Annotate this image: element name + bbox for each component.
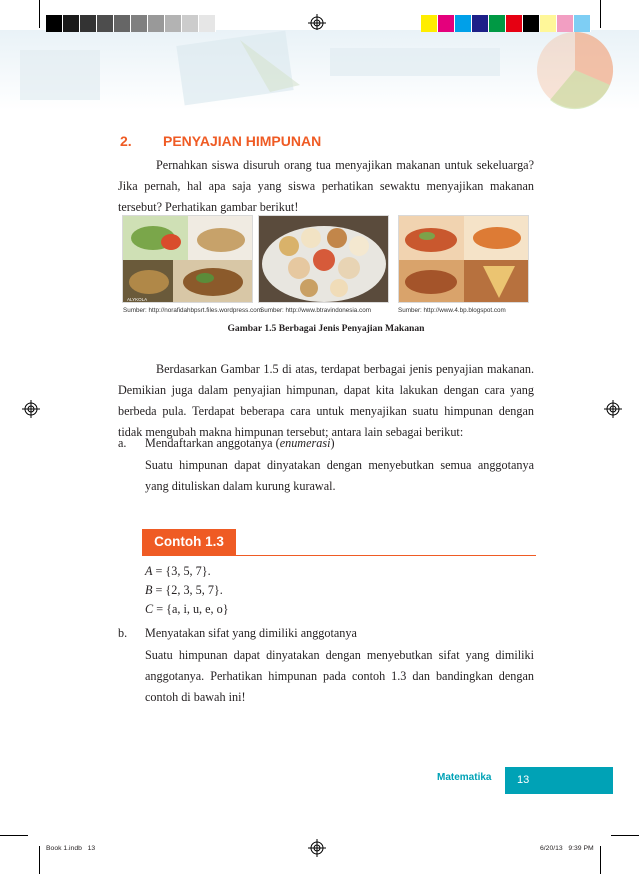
crop-mark: [600, 846, 601, 874]
crop-mark: [600, 0, 601, 28]
figure-caption: Gambar 1.5 Berbagai Jenis Penyajian Makanan: [227, 323, 425, 334]
body-paragraph: Berdasarkan Gambar 1.5 di atas, terdapat berbagai jenis penyajian makanan. Demikian juga dalam penyajian himpunan, dapat kita lakukan dengan cara yang berbeda pula. Terdapat beberapa cara untuk menyajikan suatu himpunan dengan tidak mengubah makna himpunan tersebut; antara lain sebagai berikut:: [118, 362, 534, 439]
set-name: C: [145, 602, 154, 616]
intro-paragraph: Pernahkan siswa disuruh orang tua menyajikan makanan untuk sekeluarga? Jika pernah, hal apa saja yang siswa perhatikan sewaktu menyajikan makanan tersebut? Perhatikan gambar berikut!: [118, 158, 534, 214]
example-label: Contoh 1.3: [142, 529, 236, 555]
section-number: 2.: [120, 133, 132, 149]
process-color-bar: [421, 15, 591, 32]
food-photo-1: [122, 215, 253, 303]
list-title-a-term: enumerasi: [279, 436, 331, 450]
set-elements: = {a, i, u, e, o}: [153, 602, 229, 616]
list-title-b: Menyatakan sifat yang dimiliki anggotanya: [145, 626, 357, 640]
page-number: 13: [505, 767, 613, 794]
list-marker-a: a.: [118, 436, 127, 450]
list-body-b: Suatu himpunan dapat dinyatakan dengan menyebutkan sifat yang dimiliki anggotanya. Perhatikan himpunan pada contoh 1.3 dan bandingkan dengan contoh di bawah ini!: [145, 648, 534, 704]
figure-credit-1: Sumber: http://norafidahbpsrt.files.wordpress.com: [123, 307, 262, 314]
example-divider: [142, 555, 536, 556]
footer-subject: Matematika: [437, 772, 492, 783]
set-elements: = {3, 5, 7}.: [152, 564, 211, 578]
list-title-a: [145, 436, 335, 451]
crop-mark: [611, 835, 639, 836]
list-marker-b: b.: [118, 626, 128, 640]
header-decoration: [0, 30, 639, 110]
crop-mark: [39, 0, 40, 28]
list-body-a: Suatu himpunan dapat dinyatakan dengan menyebutkan semua anggotanya yang dituliskan dalam kurung kurawal.: [145, 458, 534, 493]
slug-timestamp: 6/20/13 9:39 PM: [540, 845, 594, 852]
set-elements: = {2, 3, 5, 7}.: [152, 583, 223, 597]
food-photo-3: [398, 215, 529, 303]
crop-mark: [39, 846, 40, 874]
example-set-b: [145, 583, 223, 598]
slug-file: Book 1.indb 13: [46, 845, 96, 852]
photo-watermark: ALYKOLA: [127, 297, 148, 302]
registration-mark-icon: [604, 400, 622, 418]
grayscale-color-bar: [46, 15, 216, 32]
registration-mark-icon: [308, 839, 326, 857]
example-set-a: [145, 564, 211, 579]
list-title-a-suffix: ): [330, 436, 335, 450]
registration-mark-icon: [22, 400, 40, 418]
list-title-a-prefix: Mendaftarkan anggotanya (: [145, 436, 280, 450]
crop-mark: [0, 835, 28, 836]
set-name: B: [145, 583, 153, 597]
example-set-c: [145, 602, 229, 617]
food-photo-2: [258, 215, 389, 303]
figure-credit-3: Sumber: http://www.4.bp.blogspot.com: [398, 307, 506, 314]
section-title: PENYAJIAN HIMPUNAN: [163, 133, 322, 149]
set-name: A: [145, 564, 153, 578]
figure-credit-2: Sumber: http://www.btravindonesia.com: [260, 307, 371, 314]
